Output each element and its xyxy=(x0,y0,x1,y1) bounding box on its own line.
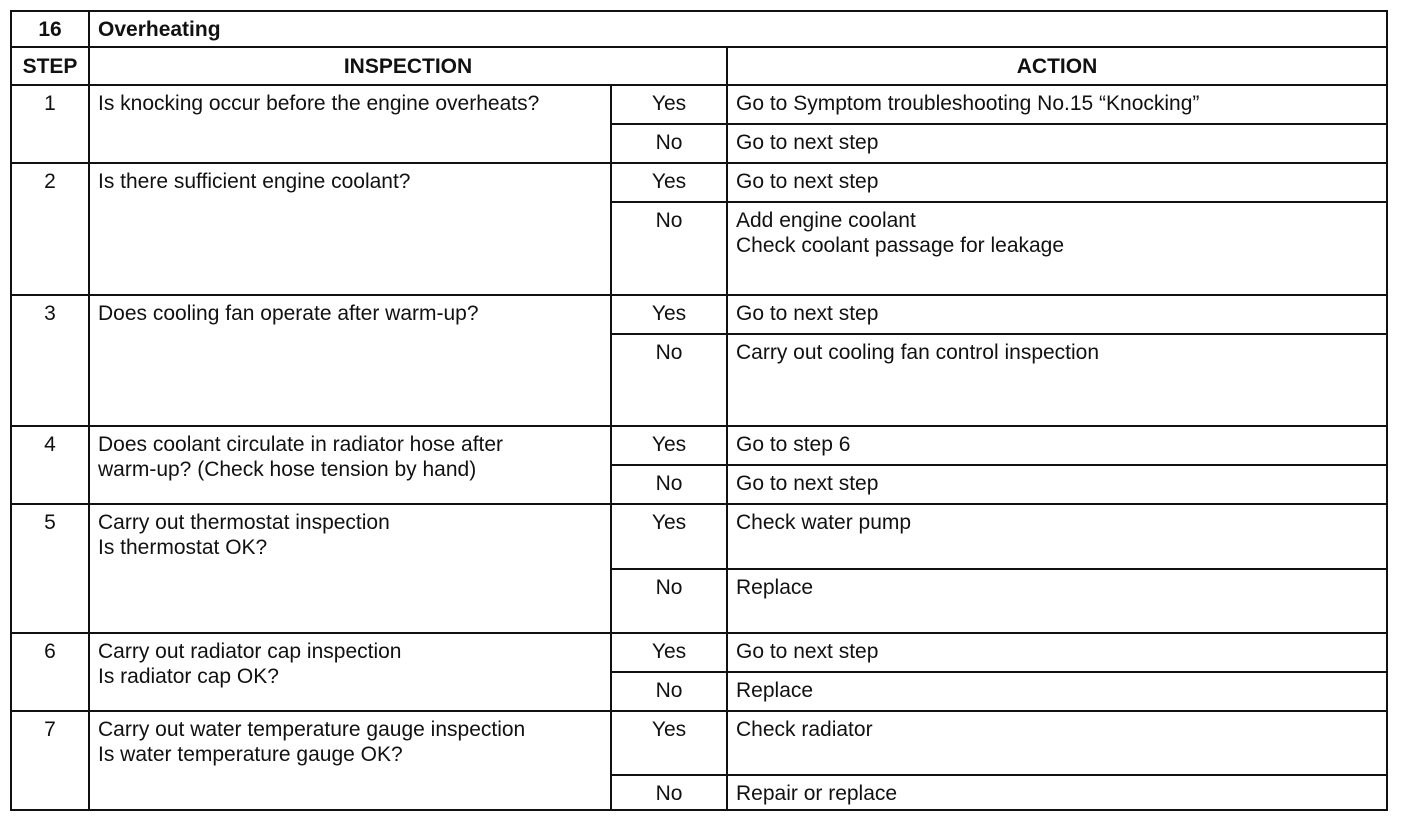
troubleshooting-table xyxy=(10,10,1388,811)
yes-action xyxy=(727,633,1387,672)
inspection-line: Is there sufficient engine coolant? xyxy=(98,170,411,193)
action-line: Check coolant passage for leakage xyxy=(736,234,1065,257)
column-header-action: ACTION xyxy=(727,47,1387,85)
inspection-line: Does coolant circulate in radiator hose after xyxy=(98,433,504,456)
action-line: Check water pump xyxy=(736,511,912,534)
inspection-line: Carry out thermostat inspection xyxy=(98,511,390,534)
step-number: 2 xyxy=(11,163,89,295)
inspection-text xyxy=(89,633,611,711)
no-label: No xyxy=(611,569,727,633)
yes-action xyxy=(727,295,1387,334)
action-line: Go to Symptom troubleshooting No.15 “Knocking” xyxy=(736,92,1200,115)
yes-label: Yes xyxy=(611,163,727,202)
inspection-text xyxy=(89,504,611,633)
step-number: 4 xyxy=(11,426,89,504)
action-line: Replace xyxy=(736,679,814,702)
yes-action xyxy=(727,163,1387,202)
no-action xyxy=(727,334,1387,426)
yes-label: Yes xyxy=(611,504,727,569)
no-label: No xyxy=(611,124,727,163)
no-action xyxy=(727,569,1387,633)
no-label: No xyxy=(611,334,727,426)
no-label: No xyxy=(611,202,727,295)
inspection-text xyxy=(89,426,611,504)
troubleshooting-sheet xyxy=(10,10,1386,811)
action-line: Carry out cooling fan control inspection xyxy=(736,341,1100,364)
no-label: No xyxy=(611,672,727,711)
no-action xyxy=(727,465,1387,504)
symptom-number: 16 xyxy=(11,11,89,47)
table-title-row xyxy=(11,11,1387,47)
column-header-inspection: INSPECTION xyxy=(89,47,727,85)
table-row xyxy=(11,163,1387,202)
table-row xyxy=(11,295,1387,334)
yes-label: Yes xyxy=(611,633,727,672)
no-action xyxy=(727,124,1387,163)
step-number: 6 xyxy=(11,633,89,711)
table-row xyxy=(11,504,1387,569)
inspection-line: Carry out radiator cap inspection xyxy=(98,640,402,663)
inspection-text xyxy=(89,711,611,810)
inspection-line: Is water temperature gauge OK? xyxy=(98,743,403,766)
no-action xyxy=(727,672,1387,711)
column-header-step: STEP xyxy=(11,47,89,85)
yes-label: Yes xyxy=(611,295,727,334)
step-number: 5 xyxy=(11,504,89,633)
yes-label: Yes xyxy=(611,426,727,465)
inspection-text xyxy=(89,163,611,295)
table-row xyxy=(11,426,1387,465)
step-number: 3 xyxy=(11,295,89,426)
action-line: Check radiator xyxy=(736,718,873,741)
inspection-line: Is thermostat OK? xyxy=(98,536,268,559)
action-line: Repair or replace xyxy=(736,782,898,805)
yes-label: Yes xyxy=(611,85,727,124)
yes-action xyxy=(727,711,1387,775)
inspection-line: Is radiator cap OK? xyxy=(98,665,279,688)
inspection-line: warm-up? (Check hose tension by hand) xyxy=(98,458,477,481)
inspection-line: Does cooling fan operate after warm-up? xyxy=(98,302,479,325)
yes-action xyxy=(727,426,1387,465)
no-action xyxy=(727,202,1387,295)
inspection-line: Carry out water temperature gauge inspection xyxy=(98,718,526,741)
step-number: 1 xyxy=(11,85,89,163)
no-label: No xyxy=(611,775,727,810)
action-line: Replace xyxy=(736,576,814,599)
yes-label: Yes xyxy=(611,711,727,775)
action-line: Go to next step xyxy=(736,131,879,154)
inspection-text xyxy=(89,85,611,163)
table-row xyxy=(11,633,1387,672)
table-row xyxy=(11,85,1387,124)
no-action xyxy=(727,775,1387,810)
action-line: Add engine coolant xyxy=(736,209,916,232)
inspection-line: Is knocking occur before the engine overheats? xyxy=(98,92,540,115)
action-line: Go to next step xyxy=(736,472,879,495)
action-line: Go to step 6 xyxy=(736,433,851,456)
yes-action xyxy=(727,504,1387,569)
action-line: Go to next step xyxy=(736,302,879,325)
yes-action xyxy=(727,85,1387,124)
no-label: No xyxy=(611,465,727,504)
inspection-text xyxy=(89,295,611,426)
symptom-title: Overheating xyxy=(89,11,1387,47)
column-header-row xyxy=(11,47,1387,85)
action-line: Go to next step xyxy=(736,170,879,193)
table-row xyxy=(11,711,1387,775)
action-line: Go to next step xyxy=(736,640,879,663)
step-number: 7 xyxy=(11,711,89,810)
